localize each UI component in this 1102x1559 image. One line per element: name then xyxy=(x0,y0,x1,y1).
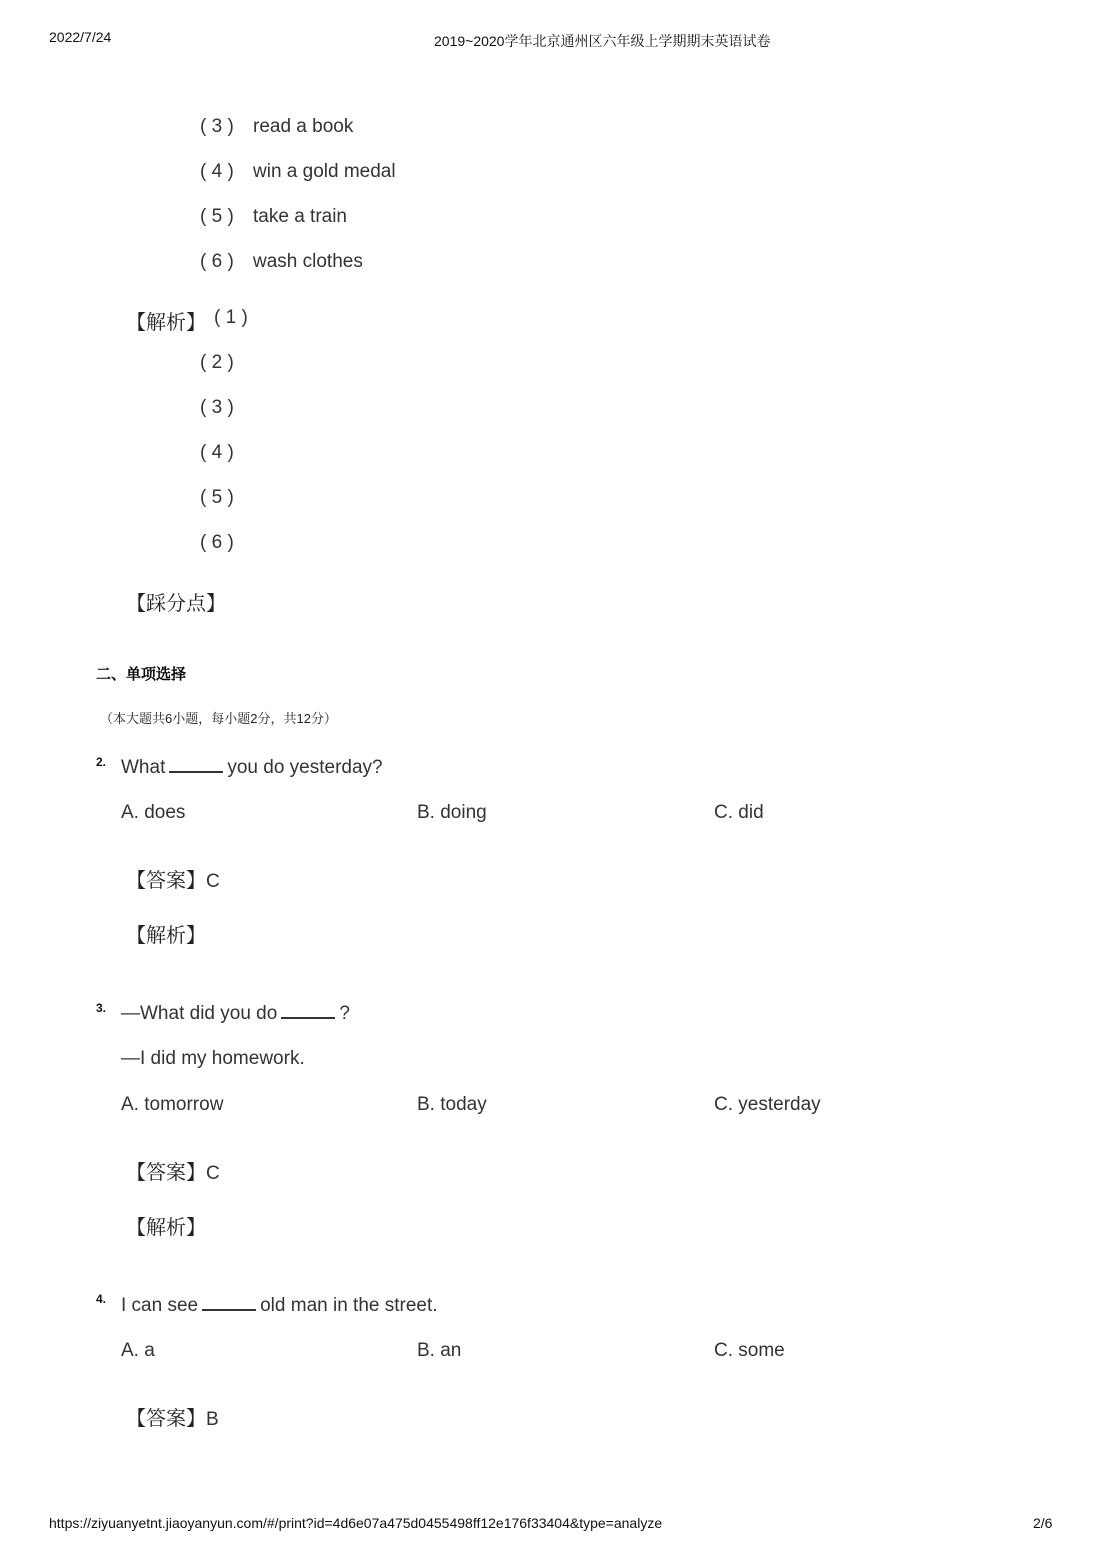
stem-after: old man in the street. xyxy=(260,1295,438,1316)
analysis-item-4: ( 4 ) xyxy=(200,442,234,463)
analysis-label: 【解析】 xyxy=(126,925,206,947)
analysis-item-1: ( 1 ) xyxy=(214,307,248,328)
stem-after: you do yesterday? xyxy=(227,757,383,778)
option-a: A. a xyxy=(121,1340,155,1361)
section-title: 二、单项选择 xyxy=(96,666,187,683)
stem-after: ? xyxy=(339,1003,350,1024)
phrase-3-text: read a book xyxy=(253,116,354,137)
answer-blank xyxy=(281,1003,335,1019)
analysis-item-2: ( 2 ) xyxy=(200,352,234,373)
option-c: C. yesterday xyxy=(714,1094,821,1115)
stem-before: —What did you do xyxy=(121,1003,278,1024)
phrase-6-text: wash clothes xyxy=(253,251,363,272)
footer-url[interactable]: https://ziyuanyetnt.jiaoyanyun.com/#/print?id=4d6e07a475d0455498ff12e176f33404&type=analyze xyxy=(49,1515,663,1531)
analysis-item-6: ( 6 ) xyxy=(200,532,234,553)
question-3-stem xyxy=(121,1003,350,1025)
answer-label: 【答案】 xyxy=(126,870,206,892)
phrase-3-number: ( 3 ) xyxy=(200,116,234,137)
stem-before: What xyxy=(121,757,166,778)
option-c: C. some xyxy=(714,1340,785,1361)
option-a: A. tomorrow xyxy=(121,1094,224,1115)
answer-value: C xyxy=(206,1163,220,1184)
question-number: 4. xyxy=(96,1292,107,1306)
answer-row xyxy=(126,864,220,893)
section-note: （本大题共6小题，每小题2分，共12分） xyxy=(100,711,337,726)
stem-before: I can see xyxy=(121,1295,199,1316)
phrase-4-text: win a gold medal xyxy=(253,161,396,182)
analysis-label: 【解析】 xyxy=(126,1217,206,1239)
document-title: 2019~2020学年北京通州区六年级上学期期末英语试卷 xyxy=(434,33,771,49)
answer-blank xyxy=(169,757,223,773)
question-3-reply: —I did my homework. xyxy=(121,1048,305,1069)
option-b: B. today xyxy=(417,1094,487,1115)
option-b: B. an xyxy=(417,1340,462,1361)
question-number: 2. xyxy=(96,755,107,769)
phrase-5-number: ( 5 ) xyxy=(200,206,234,227)
option-c: C. did xyxy=(714,802,764,823)
phrase-6-number: ( 6 ) xyxy=(200,251,234,272)
option-a: A. does xyxy=(121,802,186,823)
answer-blank xyxy=(202,1295,256,1311)
answer-value: B xyxy=(206,1409,219,1430)
analysis-item-3: ( 3 ) xyxy=(200,397,234,418)
answer-row xyxy=(126,1156,220,1185)
phrase-4-number: ( 4 ) xyxy=(200,161,234,182)
option-b: B. doing xyxy=(417,802,487,823)
phrase-5-text: take a train xyxy=(253,206,347,227)
question-2-stem xyxy=(121,757,383,779)
question-4-stem xyxy=(121,1295,438,1317)
answer-label: 【答案】 xyxy=(126,1408,206,1430)
answer-label: 【答案】 xyxy=(126,1162,206,1184)
question-number: 3. xyxy=(96,1001,107,1015)
analysis-item-5: ( 5 ) xyxy=(200,487,234,508)
print-date: 2022/7/24 xyxy=(49,29,112,45)
analysis-label: 【解析】 xyxy=(126,312,206,334)
answer-value: C xyxy=(206,871,220,892)
scoring-points-label: 【踩分点】 xyxy=(126,593,226,615)
answer-row xyxy=(126,1402,219,1431)
page-number: 2/6 xyxy=(1033,1515,1053,1531)
